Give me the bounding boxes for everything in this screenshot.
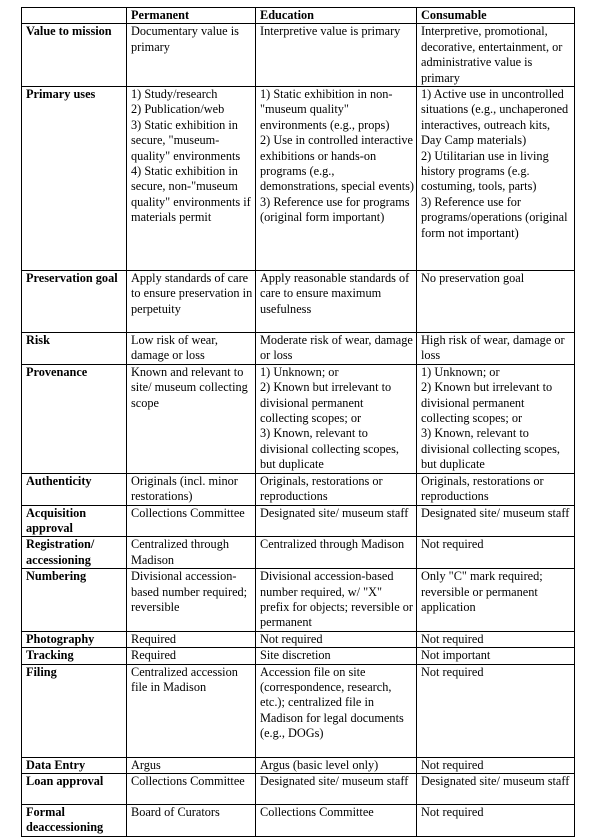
row-label: Filing bbox=[22, 664, 127, 757]
cell-text: Not required bbox=[260, 631, 323, 646]
cell-education bbox=[256, 473, 417, 505]
table-row bbox=[22, 757, 575, 773]
cell-education bbox=[256, 648, 417, 664]
cell-permanent bbox=[127, 631, 256, 647]
cell-text: 1) Unknown; or bbox=[421, 364, 500, 379]
cell-education bbox=[256, 804, 417, 836]
table-row bbox=[22, 773, 575, 804]
row-label: Risk bbox=[22, 333, 127, 365]
table-row bbox=[22, 364, 575, 473]
cell-education bbox=[256, 364, 417, 473]
cell-permanent bbox=[127, 664, 256, 757]
cell-education bbox=[256, 631, 417, 647]
table-row bbox=[22, 569, 575, 632]
cell-text: Designated site/ museum staff bbox=[421, 773, 570, 788]
table-row bbox=[22, 648, 575, 664]
header-row bbox=[22, 8, 575, 24]
cell-text: Argus (basic level only) bbox=[260, 757, 379, 772]
cell-text: Designated site/ museum staff bbox=[260, 505, 409, 520]
row-label: Preservation goal bbox=[22, 271, 127, 333]
cell-text: Collections Committee bbox=[131, 505, 245, 520]
cell-text: Accession file on site (correspondence, research, etc.); centralized file in Madison for legal documents (e.g., DOGs) bbox=[260, 664, 404, 741]
cell-permanent bbox=[127, 773, 256, 804]
table-row bbox=[22, 664, 575, 757]
cell-education bbox=[256, 24, 417, 87]
cell-text: 3) Reference use for programs/operations (original form not important) bbox=[421, 194, 568, 240]
row-label: Primary uses bbox=[22, 87, 127, 271]
row-label: Authenticity bbox=[22, 473, 127, 505]
cell-text: 2) Use in controlled interactive exhibitions or hands-on programs (e.g., demonstrations, special events) bbox=[260, 133, 415, 194]
cell-permanent bbox=[127, 87, 256, 271]
cell-consumable bbox=[417, 473, 575, 505]
header-empty-cell bbox=[22, 8, 127, 24]
cell-text: Designated site/ museum staff bbox=[260, 773, 409, 788]
row-label: Formal deaccessioning bbox=[22, 804, 127, 836]
cell-text: Not required bbox=[421, 631, 484, 646]
cell-text: Required bbox=[131, 631, 177, 646]
cell-text: Apply reasonable standards of care to ensure maximum usefulness bbox=[260, 271, 410, 316]
cell-text: Low risk of wear, damage or loss bbox=[131, 333, 218, 363]
row-label: Value to mission bbox=[22, 24, 127, 87]
cell-consumable bbox=[417, 648, 575, 664]
cell-consumable bbox=[417, 505, 575, 537]
cell-text: 2) Known but irrelevant to divisional permanent collecting scopes; or bbox=[260, 380, 392, 426]
row-label: Loan approval bbox=[22, 773, 127, 804]
cell-text: Argus bbox=[131, 757, 161, 772]
cell-text: Not important bbox=[421, 648, 491, 663]
cell-text: Centralized through Madison bbox=[260, 537, 405, 552]
cell-text: Originals, restorations or reproductions bbox=[421, 473, 544, 504]
cell-education bbox=[256, 757, 417, 773]
cell-text: Site discretion bbox=[260, 648, 331, 663]
cell-consumable bbox=[417, 569, 575, 632]
row-label: Registration/ accessioning bbox=[22, 537, 127, 569]
cell-consumable bbox=[417, 271, 575, 333]
cell-permanent bbox=[127, 473, 256, 505]
row-label: Photography bbox=[22, 631, 127, 647]
row-label: Provenance bbox=[22, 364, 127, 473]
cell-permanent bbox=[127, 804, 256, 836]
table-row bbox=[22, 271, 575, 333]
header-permanent: Permanent bbox=[127, 8, 256, 24]
row-label: Acquisition approval bbox=[22, 505, 127, 537]
row-label: Numbering bbox=[22, 569, 127, 632]
cell-permanent bbox=[127, 364, 256, 473]
table-row bbox=[22, 631, 575, 647]
cell-permanent bbox=[127, 333, 256, 365]
cell-text: 4) Static exhibition in secure, non-"museum quality" environments if materials permit bbox=[131, 164, 251, 225]
cell-text: Only "C" mark required; reversible or permanent application bbox=[421, 569, 543, 614]
cell-text: 2) Publication/web bbox=[131, 102, 225, 117]
cell-text: Not required bbox=[421, 664, 484, 679]
cell-permanent bbox=[127, 757, 256, 773]
cell-text: Originals, restorations or reproductions bbox=[260, 473, 383, 504]
cell-education bbox=[256, 271, 417, 333]
cell-text: 2) Utilitarian use in living history programs (e.g. costuming, tools, parts) bbox=[421, 148, 549, 194]
cell-text: Not required bbox=[421, 804, 484, 819]
cell-text: Documentary value is primary bbox=[131, 24, 239, 54]
cell-text: Divisional accession-based number required, w/ "X" prefix for objects; reversible or permanent bbox=[260, 569, 413, 630]
table-row bbox=[22, 505, 575, 537]
cell-text: 2) Known but irrelevant to divisional permanent collecting scopes; or bbox=[421, 380, 553, 426]
cell-text: Apply standards of care to ensure preservation in perpetuity bbox=[131, 271, 253, 316]
cell-text: No preservation goal bbox=[421, 271, 525, 286]
cell-text: Board of Curators bbox=[131, 804, 220, 819]
cell-text: 3) Known, relevant to divisional collecting scopes, but duplicate bbox=[260, 426, 399, 472]
cell-text: Divisional accession-based number required; reversible bbox=[131, 569, 248, 614]
cell-text: Not required bbox=[421, 757, 484, 772]
header-education: Education bbox=[256, 8, 417, 24]
cell-permanent bbox=[127, 537, 256, 569]
cell-text: 1) Static exhibition in non-"museum quality" environments (e.g., props) bbox=[260, 87, 393, 132]
cell-text: Interpretive, promotional, decorative, entertainment, or administrative value is primary bbox=[421, 24, 563, 85]
cell-text: Collections Committee bbox=[131, 773, 245, 788]
cell-education bbox=[256, 505, 417, 537]
cell-education bbox=[256, 87, 417, 271]
cell-text: 1) Study/research bbox=[131, 87, 218, 102]
cell-consumable bbox=[417, 333, 575, 365]
cell-text: 3) Static exhibition in secure, "museum-quality" environments bbox=[131, 117, 241, 163]
cell-text: Designated site/ museum staff bbox=[421, 505, 570, 520]
table-row bbox=[22, 333, 575, 365]
cell-text: 3) Reference use for programs (original form important) bbox=[260, 194, 410, 225]
cell-text: Moderate risk of wear, damage or loss bbox=[260, 333, 413, 363]
cell-consumable bbox=[417, 364, 575, 473]
cell-education bbox=[256, 773, 417, 804]
cell-text: Not required bbox=[421, 537, 484, 552]
cell-consumable bbox=[417, 24, 575, 87]
cell-text: Collections Committee bbox=[260, 804, 374, 819]
cell-permanent bbox=[127, 271, 256, 333]
cell-text: 3) Known, relevant to divisional collecting scopes, but duplicate bbox=[421, 426, 560, 472]
cell-consumable bbox=[417, 537, 575, 569]
cell-education bbox=[256, 664, 417, 757]
table-row bbox=[22, 804, 575, 836]
table-row bbox=[22, 24, 575, 87]
cell-permanent bbox=[127, 648, 256, 664]
cell-text: Required bbox=[131, 648, 177, 663]
cell-consumable bbox=[417, 631, 575, 647]
row-label: Tracking bbox=[22, 648, 127, 664]
cell-consumable bbox=[417, 773, 575, 804]
cell-text: Originals (incl. minor restorations) bbox=[131, 473, 238, 504]
cell-text: High risk of wear, damage or loss bbox=[421, 333, 565, 363]
table-body bbox=[22, 24, 575, 836]
cell-consumable bbox=[417, 804, 575, 836]
cell-education bbox=[256, 333, 417, 365]
cell-consumable bbox=[417, 757, 575, 773]
cell-consumable bbox=[417, 87, 575, 271]
cell-education bbox=[256, 569, 417, 632]
cell-permanent bbox=[127, 505, 256, 537]
cell-consumable bbox=[417, 664, 575, 757]
cell-text: Known and relevant to site/ museum collecting scope bbox=[131, 364, 248, 410]
collections-category-table bbox=[21, 7, 575, 837]
table-row bbox=[22, 473, 575, 505]
cell-text: 1) Unknown; or bbox=[260, 364, 339, 379]
cell-text: Centralized accession file in Madison bbox=[131, 664, 238, 694]
row-label: Data Entry bbox=[22, 757, 127, 773]
cell-education bbox=[256, 537, 417, 569]
cell-text: 1) Active use in uncontrolled situations (e.g., unchaperoned interactives, outreach kits, Day Camp materials) bbox=[421, 87, 569, 148]
cell-permanent bbox=[127, 569, 256, 632]
table-row bbox=[22, 87, 575, 271]
table-row bbox=[22, 537, 575, 569]
cell-text: Interpretive value is primary bbox=[260, 24, 401, 39]
cell-permanent bbox=[127, 24, 256, 87]
cell-text: Centralized through Madison bbox=[131, 537, 230, 567]
header-consumable: Consumable bbox=[417, 8, 575, 24]
